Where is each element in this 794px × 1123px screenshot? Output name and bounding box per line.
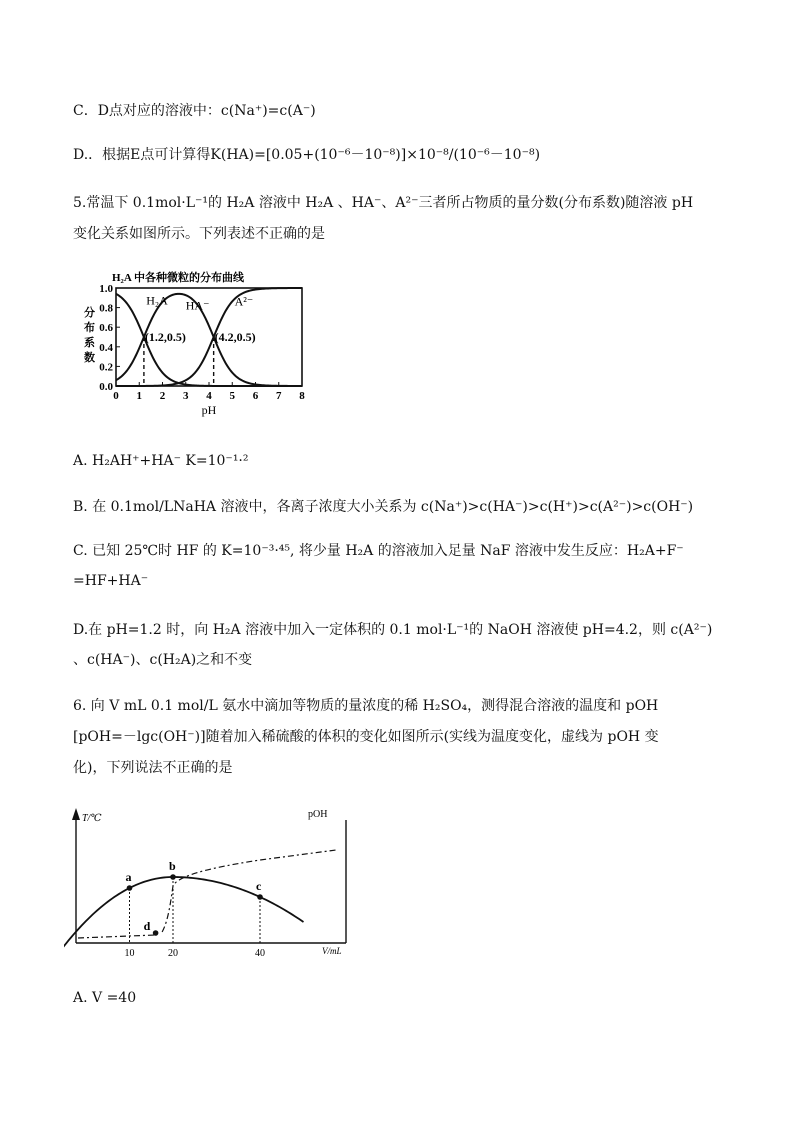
chart1-ylabel: 分布系数: [84, 307, 95, 364]
chart1-xlabel: pH: [201, 403, 217, 417]
q6-stem-line3: 化)，下列说法不正确的是: [73, 760, 233, 776]
chart2-xtick-label: 10: [124, 948, 135, 959]
chart1-ytick-label: 0.0: [99, 381, 113, 393]
chart2-point-c: [257, 894, 263, 900]
chart2-poh-curve: [78, 850, 336, 938]
chart1-ytick-label: 0.6: [99, 322, 113, 335]
distribution-chart: [70, 266, 320, 426]
chart1-series-label: HA⁻: [185, 298, 210, 313]
chart2-point-label: b: [169, 859, 176, 873]
chart1-xtick-label: 6: [252, 390, 259, 402]
chart1-xtick-label: 3: [183, 390, 189, 402]
chart1-xtick-label: 7: [276, 390, 282, 402]
q5-option-d-line2: 、c(HA⁻)、c(H₂A)之和不变: [73, 652, 253, 668]
chart1-ytick-label: 1.0: [99, 283, 113, 295]
chart1-series-label: A²⁻: [234, 294, 254, 309]
q5-option-b: B. 在 0.1mol/LNaHA 溶液中，各离子浓度大小关系为 c(Na⁺)>c(HA⁻)>c(H⁺)>c(A²⁻)>c(OH⁻): [73, 499, 694, 515]
chart1-series-label: H₂A: [146, 293, 168, 308]
chart2-left-label: T/℃: [82, 813, 102, 824]
chart2-xtick-label: 20: [168, 948, 178, 959]
chart1-xtick-label: 2: [159, 390, 166, 402]
chart1-annotation: (4.2,0.5): [214, 330, 256, 344]
q5-option-d-line1: D.在 pH=1.2 时，向 H₂A 溶液中加入一定体积的 0.1 mol·L⁻¹的 NaOH 溶液使 pH=4.2，则 c(A²⁻): [73, 622, 713, 638]
chart1-ytick-label: 0.8: [99, 302, 113, 315]
q6-stem-line2: [pOH=－lgc(OH⁻)]随着加入稀硫酸的体积的变化如图所示(实线为温度变化，虚线为 pOH 变: [73, 729, 659, 745]
chart2-point-label: d: [143, 919, 151, 933]
q5-option-c-line1: C. 已知 25℃时 HF 的 K=10⁻³·⁴⁵, 将少量 H₂A 的溶液加入足量 NaF 溶液中发生反应：H₂A+F⁻: [73, 543, 684, 559]
q5-option-c-line2: =HF+HA⁻: [73, 573, 149, 589]
q5-option-a: A. H₂AH⁺+HA⁻ K=10⁻¹·²: [73, 453, 249, 469]
q6-stem-line1: 6. 向 V mL 0.1 mol/L 氨水中滴加等物质的量浓度的稀 H₂SO₄，测得混合溶液的温度和 pOH: [73, 698, 659, 714]
chart1-annotation: (1.2,0.5): [144, 330, 186, 344]
q5-stem-line2: 变化关系如图所示。下列表述不正确的是: [73, 226, 325, 242]
chart1-ytick-label: 0.2: [99, 361, 113, 374]
chart1-xtick-label: 8: [299, 390, 305, 402]
chart2-point-b: [170, 874, 176, 880]
chart1-xtick-label: 0: [113, 390, 119, 402]
chart1-xtick-label: 1: [136, 390, 142, 402]
chart2-point-label: a: [125, 870, 132, 884]
chart1-title: H₂A 中各种微粒的分布曲线: [112, 272, 244, 284]
temperature-poh-chart: [64, 800, 364, 965]
chart2-temperature-curve: [64, 877, 304, 965]
chart1-xtick-label: 5: [229, 390, 235, 402]
chart2-point-a: [127, 885, 133, 891]
chart2-right-label: pOH: [308, 809, 328, 820]
chart1-xtick-label: 4: [206, 390, 212, 402]
chart2-point-d: [153, 930, 159, 936]
q4-option-c: C．D点对应的溶液中：c(Na⁺)=c(A⁻): [73, 103, 316, 119]
chart2-point-label: c: [256, 879, 262, 893]
chart2-xtick-label: 40: [255, 948, 265, 959]
chart2-left-arrow: [72, 808, 80, 820]
chart2-xlabel: V/mL: [322, 946, 342, 956]
q5-stem-line1: 5.常温下 0.1mol·L⁻¹的 H₂A 溶液中 H₂A 、HA⁻、A²⁻三者所占物质的量分数(分布系数)随溶液 pH: [73, 195, 694, 211]
q4-option-d: D.．根据E点可计算得K(HA)=[0.05+(10⁻⁶－10⁻⁸)]×10⁻⁸/(10⁻⁶－10⁻⁸): [73, 147, 541, 163]
q6-option-a: A. V =40: [73, 990, 137, 1006]
chart1-ytick-label: 0.4: [99, 341, 113, 354]
